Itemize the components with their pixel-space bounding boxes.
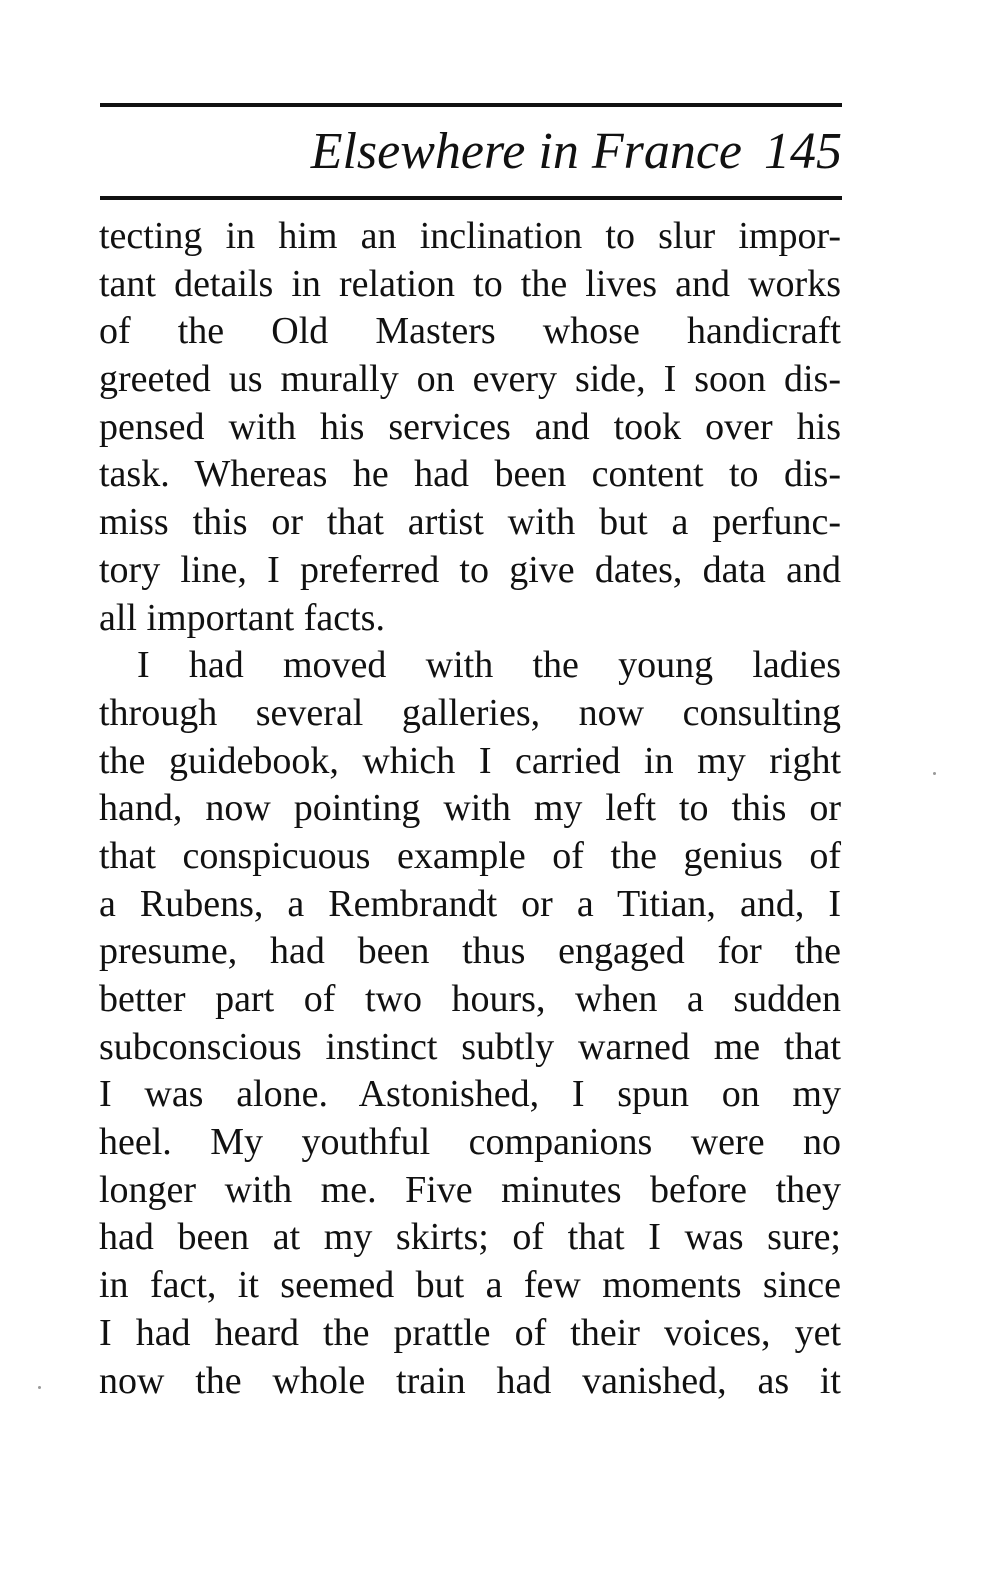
paragraph-first-line: I had moved with the young ladies — [137, 644, 841, 687]
text-line: all important facts. — [99, 596, 385, 639]
text-line: miss this or that artist with but a perfunc- — [99, 501, 841, 544]
text-line: hand, now pointing with my left to this or — [99, 787, 841, 830]
text-line: task. Whereas he had been content to dis- — [99, 453, 841, 496]
text-line: now the whole train had vanished, as it — [99, 1359, 841, 1402]
paper-speck — [933, 772, 936, 775]
text-line: greeted us murally on every side, I soon dis- — [99, 358, 841, 401]
text-line: better part of two hours, when a sudden — [99, 978, 841, 1020]
text-line: presume, had been thus engaged for the — [99, 930, 841, 973]
text-line: pensed with his services and took over his — [99, 405, 841, 448]
text-line: the guidebook, which I carried in my right — [99, 739, 841, 782]
header-rule-bottom — [100, 196, 842, 200]
text-line: subconscious instinct subtly warned me that — [99, 1025, 841, 1068]
running-header — [100, 112, 842, 192]
text-line: tecting in him an inclination to slur impor- — [99, 215, 841, 257]
paper-speck — [38, 1386, 41, 1389]
text-line: of the Old Masters whose handicraft — [99, 310, 841, 353]
header-rule-top — [100, 103, 842, 107]
text-line: heel. My youthful companions were no — [99, 1121, 841, 1164]
text-line: tory line, I preferred to give dates, data and — [99, 548, 841, 591]
text-line: had been at my skirts; of that I was sure; — [99, 1216, 841, 1259]
body-text — [99, 213, 841, 1405]
running-title: Elsewhere in France — [310, 123, 742, 180]
text-line: longer with me. Five minutes before they — [99, 1168, 841, 1211]
text-line: I was alone. Astonished, I spun on my — [99, 1073, 841, 1116]
text-line: that conspicuous example of the genius of — [99, 834, 841, 877]
text-line: through several galleries, now consulting — [99, 691, 841, 734]
text-line: I had heard the prattle of their voices, yet — [99, 1311, 841, 1354]
text-line: a Rubens, a Rembrandt or a Titian, and, I — [99, 882, 841, 925]
page-number: 145 — [764, 123, 842, 180]
text-line: tant details in relation to the lives and works — [99, 262, 841, 305]
text-line: in fact, it seemed but a few moments since — [99, 1264, 841, 1307]
